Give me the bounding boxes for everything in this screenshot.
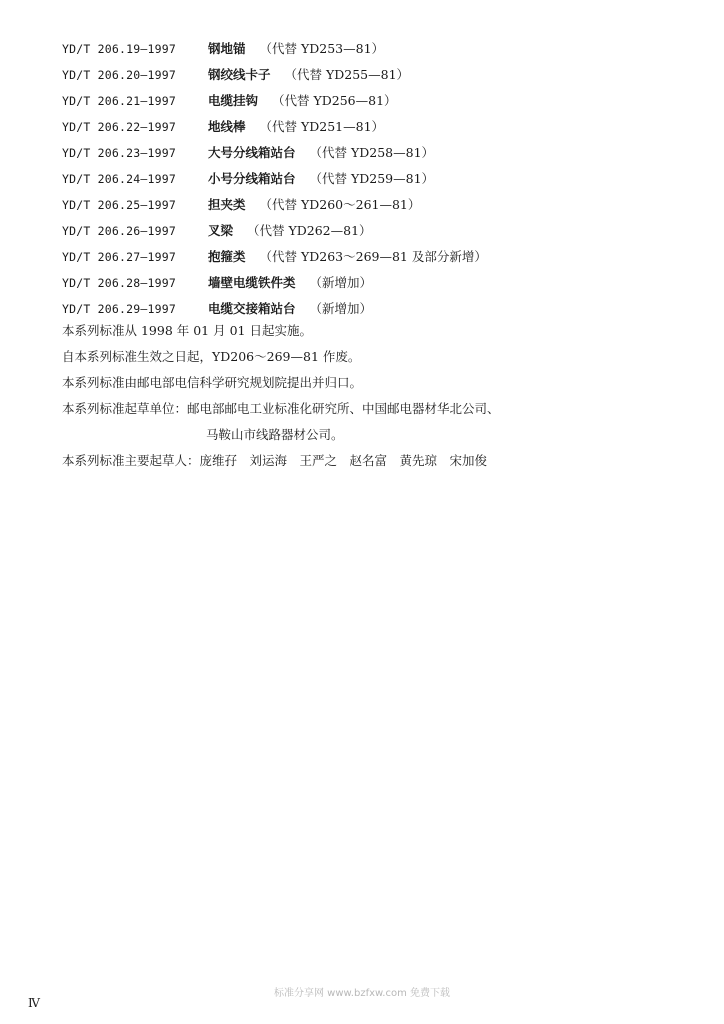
replacement-statement: 自本系列标准生效之日起，YD206～269—81 作废。	[62, 349, 361, 364]
standard-replacement-note: （代替 YD251—81）	[259, 119, 385, 134]
standard-replacement-note: （代替 YD262—81）	[247, 223, 372, 238]
standard-entry	[62, 270, 682, 296]
standard-entry	[62, 192, 682, 218]
standard-title: 大号分线箱站台	[208, 145, 296, 160]
standard-code: YD/T 206.28—1997	[62, 276, 176, 290]
watermark-text: 标准分享网 www.bzfxw.com 免费下载	[274, 988, 450, 999]
standard-replacement-note: （代替 YD258—81）	[309, 145, 435, 160]
standard-code: YD/T 206.23—1997	[62, 146, 176, 160]
standard-title: 叉梁	[208, 223, 234, 238]
standard-entry	[62, 166, 682, 192]
effective-date-statement: 本系列标准从 1998 年 01 月 01 日起实施。	[62, 323, 312, 338]
standard-code: YD/T 206.19—1997	[62, 42, 176, 56]
standard-code: YD/T 206.29—1997	[62, 302, 176, 316]
standard-replacement-note: （代替 YD255—81）	[284, 67, 410, 82]
drafting-units-line-1: 本系列标准起草单位：邮电部邮电工业标准化研究所、中国邮电器材华北公司、	[62, 401, 500, 416]
standard-replacement-note: （代替 YD260～261—81）	[259, 197, 421, 212]
standard-code: YD/T 206.26—1997	[62, 224, 176, 238]
standard-entry	[62, 244, 682, 270]
standard-title: 地线棒	[208, 119, 246, 134]
standard-entry	[62, 36, 682, 62]
standard-title: 钢绞线卡子	[208, 67, 271, 82]
standard-replacement-note: （代替 YD253—81）	[259, 41, 385, 56]
standards-list	[62, 36, 682, 322]
standard-entry	[62, 218, 682, 244]
standard-code: YD/T 206.25—1997	[62, 198, 176, 212]
standard-entry	[62, 140, 682, 166]
proposer-statement: 本系列标准由邮电部电信科学研究规划院提出并归口。	[62, 375, 363, 390]
standard-code: YD/T 206.24—1997	[62, 172, 176, 186]
standard-replacement-note: （代替 YD259—81）	[309, 171, 435, 186]
standard-title: 钢地锚	[208, 41, 246, 56]
standard-title: 抱箍类	[208, 249, 246, 264]
standard-code: YD/T 206.21—1997	[62, 94, 176, 108]
standard-replacement-note: （代替 YD263～269—81 及部分新增）	[259, 249, 487, 264]
standard-title: 墙壁电缆铁件类	[208, 275, 296, 290]
standard-replacement-note: （新增加）	[309, 301, 373, 316]
standard-entry	[62, 88, 682, 114]
statement-block	[62, 318, 682, 474]
standard-code: YD/T 206.27—1997	[62, 250, 176, 264]
page-number: Ⅳ	[28, 996, 40, 1010]
standard-replacement-note: （代替 YD256—81）	[272, 93, 397, 108]
standard-title: 小号分线箱站台	[208, 171, 296, 186]
standard-title: 担夹类	[208, 197, 246, 212]
standard-code: YD/T 206.22—1997	[62, 120, 176, 134]
drafting-units-line-2: 马鞍山市线路器材公司。	[206, 427, 344, 442]
standard-title: 电缆挂钩	[208, 93, 259, 108]
standard-entry	[62, 114, 682, 140]
standard-title: 电缆交接箱站台	[208, 301, 296, 316]
drafters-statement: 本系列标准主要起草人：庞维孖 刘运海 王严之 赵名富 黄先琼 宋加俊	[62, 453, 488, 468]
standard-entry	[62, 62, 682, 88]
standard-code: YD/T 206.20—1997	[62, 68, 176, 82]
standard-replacement-note: （新增加）	[309, 275, 373, 290]
